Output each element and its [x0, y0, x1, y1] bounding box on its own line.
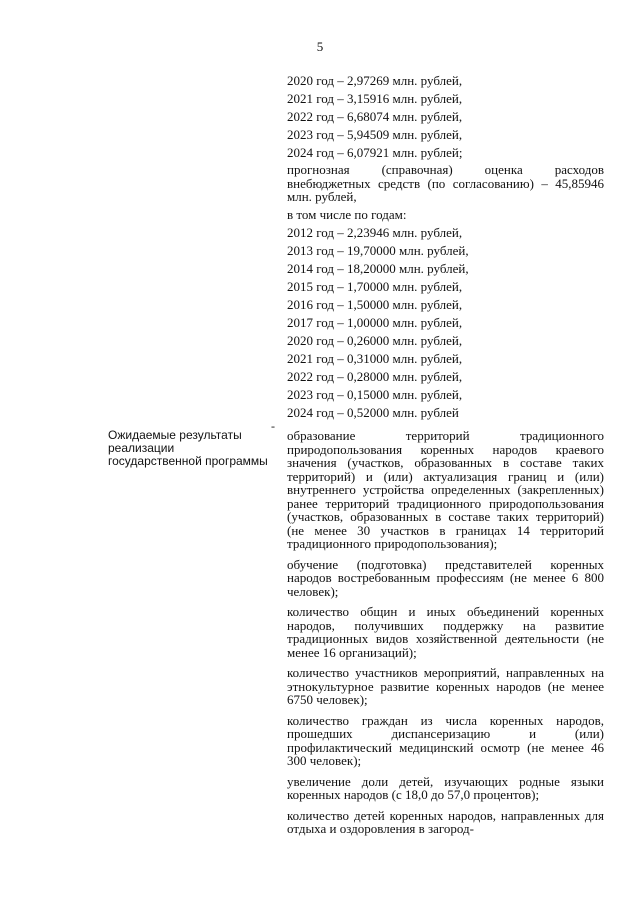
extrabudget-year-line: 2017 год – 1,00000 млн. рублей, [287, 315, 463, 330]
result-item: обучение (подготовка) представителей коренных народов востребованным профессиям (не менее 6 800 человек); [287, 556, 604, 599]
extrabudget-year-line: 2016 год – 1,50000 млн. рублей, [287, 297, 463, 312]
result-item: увеличение доли детей, изучающих родные языки коренных народов (с 18,0 до 57,0 процентов); [287, 773, 604, 802]
extrabudget-year-line: 2024 год – 0,52000 млн. рублей [287, 405, 459, 420]
result-item: количество детей коренных народов, направленных для отдыха и оздоровления в загород- [287, 807, 604, 836]
extrabudget-year-line: 2021 год – 0,31000 млн. рублей, [287, 351, 463, 366]
extrabudget-years-list [287, 206, 604, 422]
extrabudget-year-line: 2023 год – 0,15000 млн. рублей, [287, 387, 463, 402]
financing-years-list [287, 72, 604, 162]
financing-year-line: 2023 год – 5,94509 млн. рублей, [287, 127, 463, 142]
expected-results-label: Ожидаемые результаты реализации государственной программы [108, 428, 268, 469]
extrabudget-year-line: 2015 год – 1,70000 млн. рублей, [287, 279, 463, 294]
result-item: количество граждан из числа коренных народов, прошедших диспансеризацию и (или) профилактический медицинский осмотр (не менее 46 300 человек); [287, 712, 604, 768]
financing-year-line: 2022 год – 6,68074 млн. рублей, [287, 109, 463, 124]
result-item: количество общин и иных объединений коренных народов, получивших поддержку на развитие традиционных видов хозяйственной деятельности (не менее 16 организаций); [287, 604, 604, 660]
by-years-intro: в том числе по годам: [287, 207, 407, 222]
page-number: 5 [316, 39, 324, 54]
result-item: количество участников мероприятий, направленных на этнокультурное развитие коренных народов (не менее 6750 человек); [287, 665, 604, 707]
extrabudget-year-line: 2022 год – 0,28000 млн. рублей, [287, 369, 463, 384]
financing-year-line: 2024 год – 6,07921 млн. рублей; [287, 145, 463, 160]
financing-year-line: 2021 год – 3,15916 млн. рублей, [287, 91, 463, 106]
extrabudget-year-line: 2014 год – 18,20000 млн. рублей, [287, 261, 469, 276]
label-dash: - [271, 419, 275, 433]
extrabudget-year-line: 2013 год – 19,70000 млн. рублей, [287, 243, 469, 258]
result-item: образование территорий традиционного природопользования коренных народов краевого значения (участков, образованных в составе таких территорий) и (или) актуализация границ и (или) внутреннего устройства определенных (закрепленных) ранее территорий традиционного природопользования (участков, образованных в составе таких территорий) (не менее 30 участков в границах 14 территорий традиционного природопользования); [287, 428, 604, 551]
expected-results-list [287, 429, 604, 843]
extrabudget-estimate: прогнозная (справочная) оценка расходов внебюджетных средств (по согласованию) – 45,85946 млн. рублей, [287, 162, 604, 204]
extrabudget-year-line: 2020 год – 0,26000 млн. рублей, [287, 333, 463, 348]
financing-year-line: 2020 год – 2,97269 млн. рублей, [287, 73, 463, 88]
extrabudget-year-line: 2012 год – 2,23946 млн. рублей, [287, 225, 463, 240]
